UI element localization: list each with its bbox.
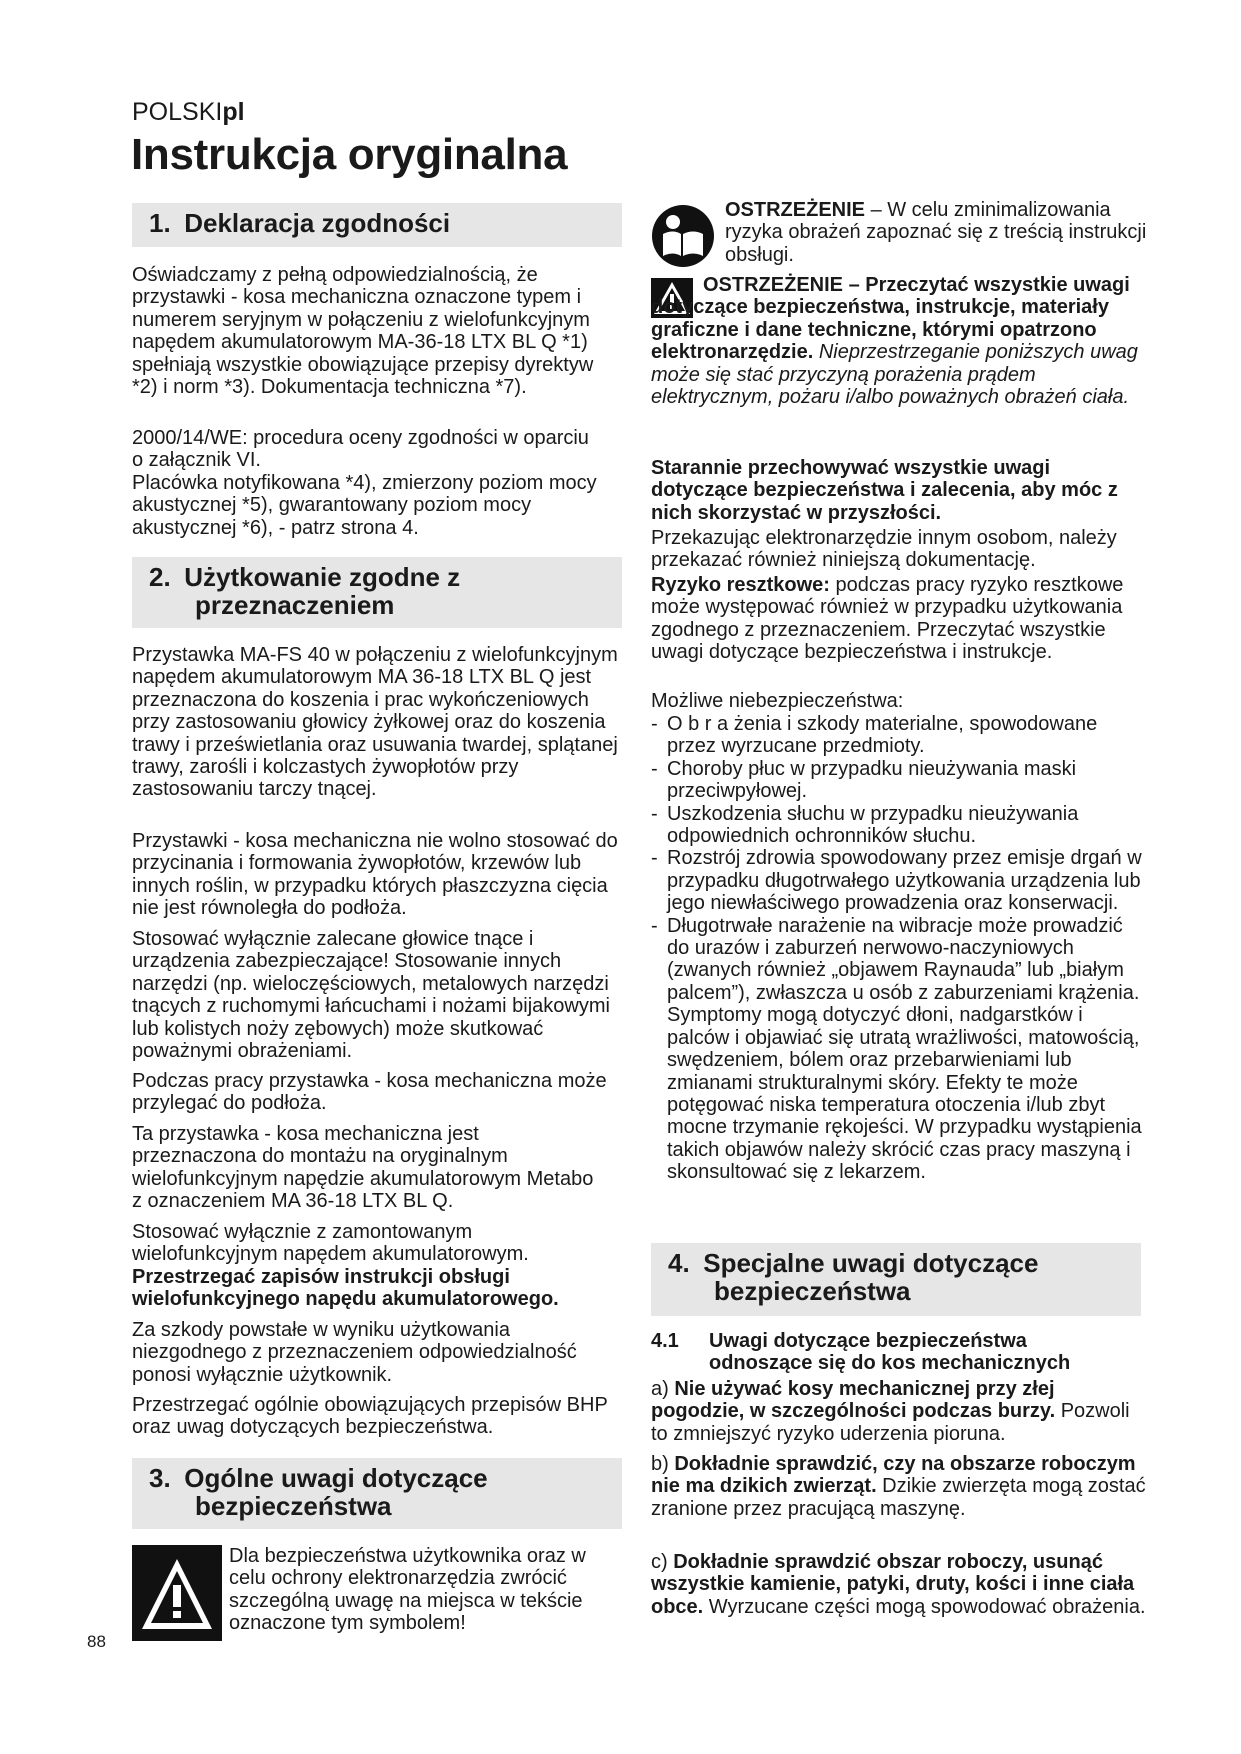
pass-on-documentation: Przekazując elektronarzędzie innym osobom, należy przekazać również niniejszą dokumentację.: [651, 527, 1117, 572]
read-manual-icon: [651, 204, 715, 268]
document-title: Instrukcja oryginalna: [131, 130, 568, 179]
list-item: - Uszkodzenia słuchu w przypadku nieużywania odpowiednich ochronników słuchu.: [651, 803, 1149, 848]
s1-paragraph-2a: 2000/14/WE: procedura oceny zgodności w oparciu o załącznik VI.: [132, 427, 589, 472]
subsection-4-1-heading: 4.1 Uwagi dotyczące bezpieczeństwa odnoszące się do kos mechanicznych: [651, 1330, 1071, 1375]
s2-paragraph-6: Stosować wyłącznie z zamontowanym wielofunkcyjnym napędem akumulatorowym. Przestrzegać zapisów instrukcji obsługi wielofunkcyjnego napędu akumulatorowego.: [132, 1221, 559, 1311]
s2-paragraph-3: Stosować wyłącznie zalecane głowice tnące i urządzenia zabezpieczające! Stosowanie innych narzędzi (np. wieloczęściowych, metalowych narzędzi tnących z ruchomymi łańcuchami i nożami bijakowymi lub kolistych noży zębowych) może skutkować poważnymi obrażeniami.: [132, 928, 610, 1063]
section-2-heading: 2. Użytkowanie zgodne z przeznaczeniem: [132, 557, 622, 628]
rule-b: b) Dokładnie sprawdzić, czy na obszarze roboczym nie ma dzikich zwierząt. Dzikie zwierzęta mogą zostać zranione przez pracującą maszynę.: [651, 1453, 1146, 1520]
s1-paragraph-1: Oświadczamy z pełną odpowiedzialnością, że przystawki - kosa mechaniczna oznaczone typem i numerem seryjnym w połączeniu z wielofunkcyjnym napędem akumulatorowym MA-36-18 LTX BL Q *1) spełniają wszystkie obowiązujące przepisy dyrektyw *2) i norm *3). Dokumentacja techniczna *7).: [132, 264, 594, 399]
s2-paragraph-2: Przystawki - kosa mechaniczna nie wolno stosować do przycinania i formowania żywopłotów, krzewów lub innych roślin, w przypadku których płaszczyzna cięcia nie jest równoległa do podłoża.: [132, 830, 618, 920]
section-1-heading: 1. Deklaracja zgodności: [132, 203, 622, 247]
s2-paragraph-5: Ta przystawka - kosa mechaniczna jest przeznaczona do montażu na oryginalnym wielofunkcyjnym napędzie akumulatorowym Metabo z oznaczeniem MA 36-18 LTX BL Q.: [132, 1123, 594, 1213]
list-item: - Długotrwałe narażenie na wibracje może prowadzić do urazów i zaburzeń nerwowo-naczyniowych (zwanych również „objawem Raynauda” lub „białym palcem”), zwłaszcza u osób z zaburzeniami krążenia. Symptomy mogą dotyczyć dłoni, nadgarstków i palców i objawiać się utratą wrażliwości, matowością, swędzeniem, bólem oraz przebarwieniami lub zmianami strukturalnymi skóry. Efekty te może potęgować niska temperatura otoczenia i/lub zbyt mocne trzymanie rękojeści. W przypadku wystąpienia takich objawów należy skrócić czas pracy maszyną i skonsultować się z lekarzem.: [651, 915, 1149, 1184]
s2-paragraph-1: Przystawka MA-FS 40 w połączeniu z wielofunkcyjnym napędem akumulatorowym MA 36-18 LTX BL Q jest przeznaczona do koszenia i prac wykończeniowych przy zastosowaniu głowicy żyłkowej oraz do koszenia trawy i prześwietlania oraz usuwania twardej, splątanej trawy, zarośli i kolczastych żywopłotów przy zastosowaniu tarczy tnącej.: [132, 644, 618, 801]
s1-paragraph-2b: Placówka notyfikowana *4), zmierzony poziom mocy akustycznej *5), gwarantowany poziom mocy akustycznej *6), - patrz strona 4.: [132, 472, 597, 539]
list-item: - Choroby płuc w przypadku nieużywania maski przeciwpyłowej.: [651, 758, 1149, 803]
list-item: - O b r a żenia i szkody materialne, spowodowane przez wyrzucane przedmioty.: [651, 713, 1149, 758]
list-item: - Rozstrój zdrowia spowodowany przez emisje drgań w przypadku długotrwałego użytkowania urządzenia lub jego niewłaściwego prowadzenia oraz konserwacji.: [651, 847, 1149, 914]
rule-c: c) Dokładnie sprawdzić obszar roboczy, usunąć wszystkie kamienie, patyki, druty, kości i inne ciała obce. Wyrzucane części mogą spowodować obrażenia.: [651, 1551, 1146, 1618]
page-number: 88: [87, 1632, 106, 1651]
warning-triangle-icon: [132, 1545, 222, 1641]
s2-paragraph-7: Za szkody powstałe w wyniku użytkowania niezgodnego z przeznaczeniem odpowiedzialność ponosi wyłącznie użytkownik.: [132, 1319, 577, 1386]
s2-paragraph-4: Podczas pracy przystawka - kosa mechaniczna może przylegać do podłoża.: [132, 1070, 607, 1115]
language-label: POLSKIpl: [132, 98, 245, 126]
warning-read-all: OSTRZEŻENIE – Przeczytać wszystkie uwagi dotyczące bezpieczeństwa, instrukcje, materiały graficzne i dane techniczne, którymi opatrzono elektronarzędzie. Nieprzestrzeganie poniższych uwag może się stać przyczyną porażenia prądem elektrycznym, pożaru i/albo poważnych obrażeń ciała.: [651, 274, 1138, 409]
rule-a: a) Nie używać kosy mechanicznej przy złej pogodzie, w szczególności podczas burzy. Pozwoli to zmniejszyć ryzyko uderzenia pioruna.: [651, 1378, 1130, 1445]
hazards-list: [651, 713, 1149, 1184]
residual-risk: Ryzyko resztkowe: podczas pracy ryzyko resztkowe może występować również w przypadku użytkowania zgodnego z przeznaczeniem. Przeczytać wszystkie uwagi dotyczące bezpieczeństwa i instrukcje.: [651, 574, 1124, 664]
s2-paragraph-8: Przestrzegać ogólnie obowiązujących przepisów BHP oraz uwag dotyczących bezpieczeństwa.: [132, 1394, 608, 1439]
section-3-heading: 3. Ogólne uwagi dotyczące bezpieczeństwa: [132, 1458, 622, 1529]
warning-read-manual: OSTRZEŻENIE – W celu zminimalizowania ryzyka obrażeń zapoznać się z treścią instrukcji obsługi.: [725, 199, 1147, 266]
symbol-note: Dla bezpieczeństwa użytkownika oraz w celu ochrony elektronarzędzia zwrócić szczególną uwagę na miejsca w tekście oznaczone tym symbolem!: [229, 1545, 586, 1635]
keep-instructions: Starannie przechowywać wszystkie uwagi dotyczące bezpieczeństwa i zalecenia, aby móc z nich skorzystać w przyszłości.: [651, 457, 1118, 524]
section-4-heading: 4. Specjalne uwagi dotyczące bezpieczeństwa: [651, 1243, 1141, 1316]
hazards-intro: Możliwe niebezpieczeństwa:: [651, 690, 904, 712]
s2-paragraph-6-bold: Przestrzegać zapisów instrukcji obsługi wielofunkcyjnego napędu akumulatorowego.: [132, 1265, 559, 1311]
